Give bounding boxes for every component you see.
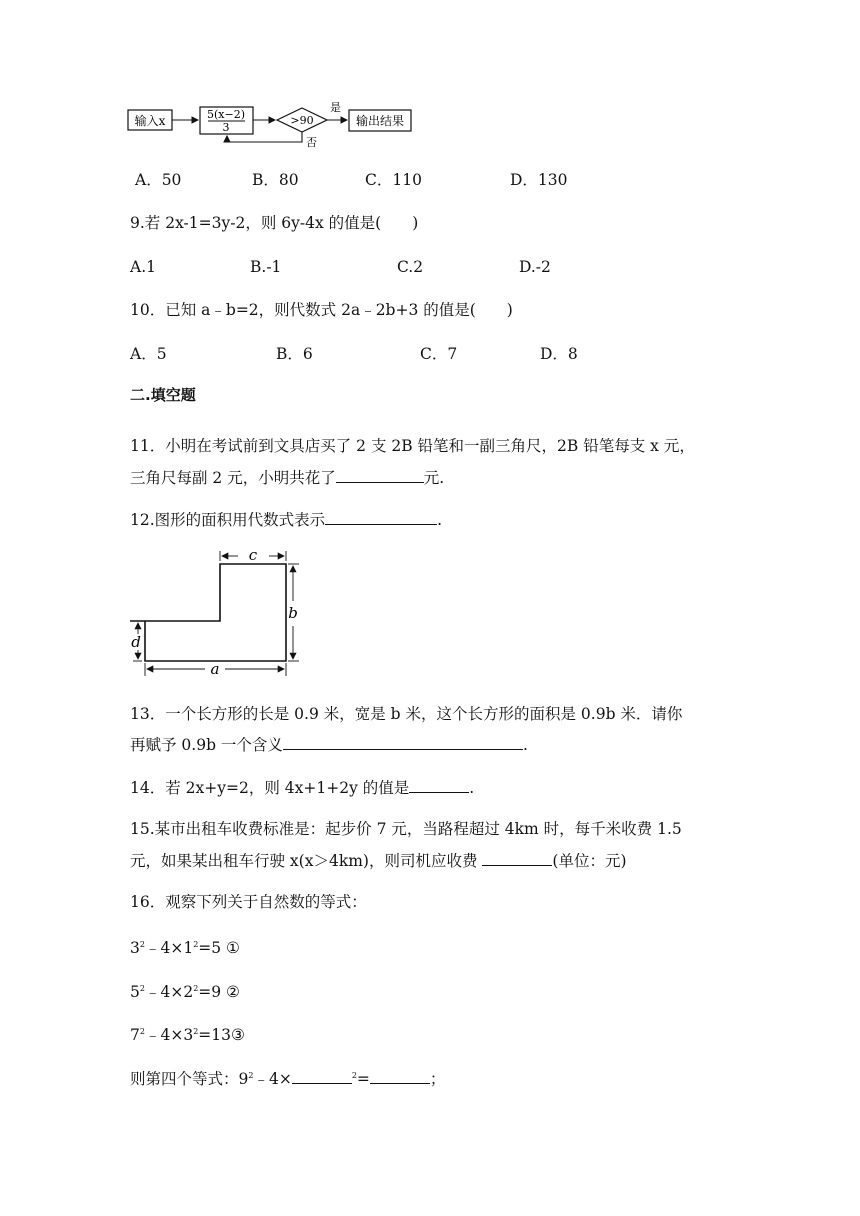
- q8-option-a[interactable]: A．50: [135, 171, 182, 189]
- q16-equation-1: [130, 935, 240, 958]
- q10-option-b[interactable]: B．6: [276, 345, 313, 363]
- q11-end: 元.: [423, 469, 445, 487]
- q16-equation-3: [130, 1022, 245, 1045]
- q15-answer-blank[interactable]: [482, 849, 552, 866]
- flow-condition: >90: [290, 114, 314, 127]
- flow-no-label: 否: [306, 136, 317, 149]
- eq3-exp2: 2: [193, 1027, 199, 1036]
- q15-end: (单位：元): [552, 852, 627, 870]
- section-title-fill-in: 二.填空题: [130, 386, 196, 404]
- eq3-exp: 2: [139, 1027, 145, 1036]
- q13-line2: [130, 733, 528, 755]
- dim-b-label: b: [288, 604, 298, 622]
- q16-blank-1[interactable]: [292, 1067, 352, 1084]
- q13-line1: 13．一个长方形的长是 0.9 米，宽是 b 米，这个长方形的面积是 0.9b 米．请你: [130, 705, 683, 723]
- eq3-rest: =13③: [198, 1026, 245, 1044]
- dim-a-label: a: [210, 660, 220, 678]
- flow-input-label: 输入x: [134, 114, 166, 128]
- flowchart-figure: [120, 96, 430, 156]
- q10-option-d[interactable]: D．8: [540, 345, 578, 363]
- q13-text: 再赋予 0.9b 一个含义: [130, 736, 283, 754]
- q13-end: .: [522, 736, 528, 754]
- q9-option-b[interactable]: B.-1: [250, 258, 282, 276]
- q10-option-a[interactable]: A．5: [130, 345, 167, 363]
- eq4-equals: =: [356, 1070, 370, 1088]
- eq4-text: 则第四个等式：9: [130, 1070, 249, 1088]
- l-shape-outline: [130, 564, 286, 661]
- q9-option-a[interactable]: A.1: [130, 258, 156, 276]
- q12-end: .: [437, 511, 443, 529]
- q15-text: 元，如果某出租车行驶 x(x＞4km)，则司机应收费: [130, 852, 483, 870]
- dim-c-label: c: [248, 546, 258, 564]
- eq1-mid: ﹣4×1: [144, 939, 194, 957]
- eq1-exp: 2: [139, 940, 145, 949]
- q11-text: 三角尺每副 2 元，小明共花了: [130, 469, 336, 487]
- eq2-mid: ﹣4×2: [144, 983, 194, 1001]
- eq2-exp2: 2: [193, 984, 199, 993]
- q16-equation-4: [130, 1066, 445, 1089]
- q14-line: [130, 776, 474, 798]
- q11-answer-blank[interactable]: [336, 466, 424, 483]
- eq1-base: 3: [130, 939, 140, 957]
- eq1-rest: =5 ①: [198, 939, 240, 957]
- q16-blank-2[interactable]: [370, 1067, 430, 1084]
- flow-formula-numerator: 5(x−2): [206, 108, 246, 121]
- q16-equation-2: [130, 979, 240, 1002]
- q14-end: .: [469, 779, 475, 797]
- q12-shape-figure: [125, 546, 310, 681]
- eq4-exp2: 2: [351, 1071, 357, 1080]
- q12-line: [130, 508, 442, 530]
- q11-line2: [130, 466, 444, 488]
- q9-option-c[interactable]: C.2: [397, 258, 424, 276]
- flow-formula-denominator: 3: [222, 121, 230, 134]
- eq2-exp: 2: [139, 984, 145, 993]
- eq4-mid: ﹣4×: [253, 1070, 292, 1088]
- q9-question: 9.若 2x-1=3y-2，则 6y-4x 的值是( ): [130, 214, 419, 232]
- q12-answer-blank[interactable]: [325, 508, 437, 525]
- q14-text: 14．若 2x+y=2，则 4x+1+2y 的值是: [130, 779, 410, 797]
- q10-option-c[interactable]: C．7: [420, 345, 458, 363]
- eq3-mid: ﹣4×3: [144, 1026, 194, 1044]
- q8-option-b[interactable]: B．80: [252, 171, 299, 189]
- eq4-end: ；: [429, 1070, 446, 1088]
- q8-option-c[interactable]: C．110: [365, 171, 422, 189]
- q9-option-d[interactable]: D.-2: [519, 258, 551, 276]
- q12-text: 12.图形的面积用代数式表示: [130, 511, 326, 529]
- eq1-exp2: 2: [193, 940, 199, 949]
- q16-question: 16．观察下列关于自然数的等式：: [130, 893, 367, 911]
- q13-answer-blank[interactable]: [283, 733, 523, 750]
- q11-line1: 11．小明在考试前到文具店买了 2 支 2B 铅笔和一副三角尺，2B 铅笔每支 x 元，: [130, 437, 695, 455]
- q15-line1: 15.某市出租车收费标准是：起步价 7 元，当路程超过 4km 时，每千米收费 1.5: [130, 820, 682, 838]
- q10-question: 10．已知 a﹣b=2，则代数式 2a﹣2b+3 的值是( ): [130, 301, 513, 319]
- q8-option-d[interactable]: D．130: [510, 171, 568, 189]
- q15-line2: [130, 849, 627, 871]
- eq4-exp: 2: [248, 1071, 254, 1080]
- q14-answer-blank[interactable]: [409, 776, 469, 793]
- dim-d-label: d: [131, 633, 141, 651]
- flow-yes-label: 是: [330, 101, 341, 114]
- eq3-base: 7: [130, 1026, 140, 1044]
- eq2-rest: =9 ②: [198, 983, 240, 1001]
- flow-output-label: 输出结果: [355, 114, 405, 128]
- eq2-base: 5: [130, 983, 140, 1001]
